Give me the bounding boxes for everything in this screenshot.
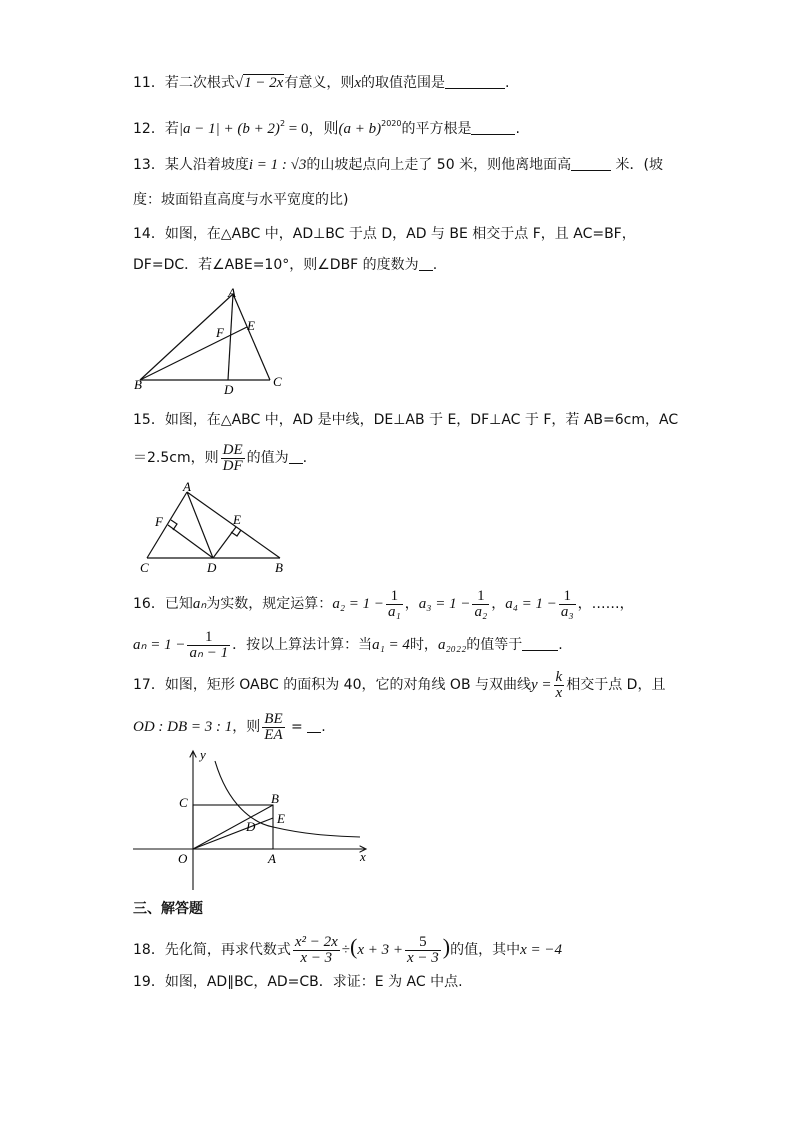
label-x: x [360, 849, 366, 864]
question-16: 16．已知aₙ为实数，规定运算：a₂ = 1 − $\frac{1}{\text{a₁}}$ ，a₃ = 1 − $\frac{1}{\text{a₂}}$ ，a₄ = 1 − $\frac{1}{\text{a₃}}$ ，……， [133, 587, 634, 620]
answer-blank[interactable] [307, 718, 321, 733]
figure-15 [135, 480, 295, 575]
label-C: C [273, 374, 282, 389]
answer-blank[interactable] [471, 120, 515, 135]
figure-14 [130, 283, 290, 398]
question-13-line2: 度：坡面铅直高度与水平宽度的比) [133, 192, 349, 208]
question-15: 15．如图，在△ABC 中，AD 是中线，DE⊥AB 于 E，DF⊥AC 于 F，若 AB=6cm，AC [133, 412, 679, 428]
question-17-line2: OD : DB = 3 : 1，则 $\frac{BE}{EA}$ = . [133, 710, 326, 743]
question-19: 19．如图，AD∥BC，AD=CB．求证：E 为 AC 中点. [133, 974, 463, 990]
question-16-line2: aₙ = 1 − $\frac{1}{\text{aₙ − 1}}$ ．按以上算法计算：当a₁ = 4时，a₂₀₂₂的值等于 . [133, 628, 563, 661]
label-E: E [247, 318, 255, 333]
segment-AC [233, 294, 270, 380]
question-11: 11．若二次根式√1 − 2x有意义，则x的取值范围是 . [133, 75, 510, 91]
figure-17 [128, 745, 373, 893]
label-C: C [179, 795, 188, 810]
answer-blank[interactable] [289, 449, 303, 464]
question-18: 18．先化简，再求代数式 $\frac{\text{x² − 2x}}{x - 3}$ ÷(x + 3 + $\frac{5}{x - 3}$ )的值，其中x = −4 [133, 933, 562, 966]
label-O: O [178, 851, 188, 866]
question-15-line2: ＝2.5cm，则 $\frac{DE}{DF}$ 的值为 . [133, 441, 308, 474]
question-number: 11． [133, 75, 165, 91]
question-17: 17．如图，矩形 OABC 的面积为 40，它的对角线 OB 与双曲线y = $\frac{k}{x}$ 相交于点 D，且 [133, 668, 666, 701]
question-number: 18． [133, 942, 165, 958]
question-number: 12． [133, 121, 165, 137]
question-number: 15． [133, 412, 165, 428]
question-13: 13．某人沿着坡度i = 1 : √3的山坡起点向上走了 50 米，则他离地面高 米．(坡 [133, 157, 663, 173]
label-F: F [216, 325, 224, 340]
label-D: D [224, 382, 234, 397]
label-E: E [233, 512, 241, 527]
segment-CA [147, 492, 187, 558]
fraction-BE-EA: $\frac{BE}{EA}$ [264, 710, 283, 743]
question-14-line2: DF=DC．若∠ABE=10°，则∠DBF 的度数为 . [133, 257, 438, 273]
label-D: D [207, 560, 217, 575]
label-y: y [200, 747, 206, 762]
question-number: 16． [133, 596, 165, 612]
answer-blank[interactable] [445, 74, 505, 89]
label-F: F [155, 514, 163, 529]
label-B: B [134, 377, 142, 392]
answer-blank[interactable] [522, 636, 558, 651]
segment-AD [228, 294, 233, 380]
question-number: 14． [133, 226, 165, 242]
segment-DE [213, 527, 236, 558]
answer-blank[interactable] [419, 256, 433, 271]
label-C: C [140, 560, 149, 575]
hyperbola [215, 761, 360, 837]
question-number: 17． [133, 677, 165, 693]
label-A: A [183, 480, 191, 494]
fraction-DE-DF: $\frac{DE}{DF}$ [222, 441, 243, 474]
section-heading: 三、解答题 [133, 901, 203, 917]
label-E: E [277, 811, 285, 826]
radicand: 1 − 2x [244, 75, 284, 91]
answer-blank[interactable] [571, 156, 611, 171]
question-14: 14．如图，在△ABC 中，AD⊥BC 于点 D，AD 与 BE 相交于点 F，且 AC=BF， [133, 226, 636, 242]
question-12: 12．若$|a - 1| + (b + 2)^2 = 0$，则$(a + b)^{2020}$的平方根是 . [133, 119, 520, 137]
label-B: B [275, 560, 283, 575]
question-number: 13． [133, 157, 165, 173]
label-D: D [246, 819, 256, 834]
segment-BE [140, 327, 247, 380]
question-number: 19． [133, 974, 165, 990]
diagonal-OB [193, 805, 273, 849]
label-B: B [271, 791, 279, 806]
label-A: A [228, 285, 236, 300]
label-A: A [268, 851, 276, 866]
